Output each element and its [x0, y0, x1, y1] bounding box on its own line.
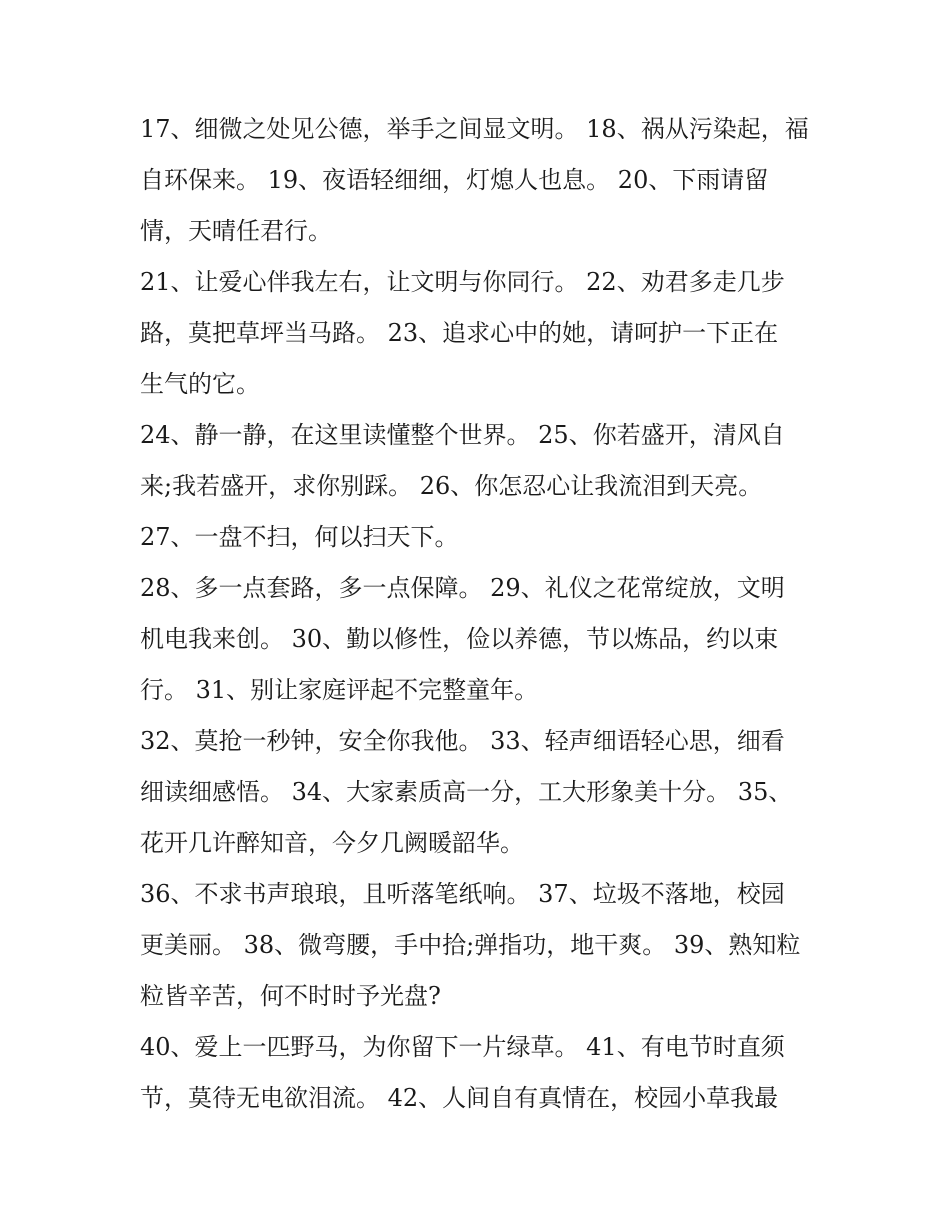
text-line: 来;我若盛开，求你别踩。 26、你怎忍心让我流泪到天亮。: [140, 472, 763, 500]
text-line: 机电我来创。 30、勤以修性，俭以养德，节以炼品，约以束: [140, 625, 779, 653]
text-line: 细读细感悟。 34、大家素质高一分，工大形象美十分。 35、: [140, 778, 793, 806]
text-line: 更美丽。 38、微弯腰，手中拾;弹指功，地干爽。 39、熟知粒: [140, 931, 801, 959]
text-line: 21、让爱心伴我左右，让文明与你同行。 22、劝君多走几步: [140, 268, 785, 296]
text-line: 路，莫把草坪当马路。 23、追求心中的她，请呵护一下正在: [140, 319, 779, 347]
text-line: 节，莫待无电欲泪流。 42、人间自有真情在，校园小草我最: [140, 1084, 779, 1112]
text-line: 32、莫抢一秒钟，安全你我他。 33、轻声细语轻心思，细看: [140, 727, 785, 755]
text-line: 40、爱上一匹野马，为你留下一片绿草。 41、有电节时直须: [140, 1033, 785, 1061]
document-body: [140, 104, 815, 1124]
text-line: 17、细微之处见公德，举手之间显文明。 18、祸从污染起，福: [140, 115, 809, 143]
text-line: 生气的它。: [140, 370, 260, 398]
text-line: 28、多一点套路，多一点保障。 29、礼仪之花常绽放，文明: [140, 574, 785, 602]
text-line: 自环保来。 19、夜语轻细细，灯熄人也息。 20、下雨请留: [140, 166, 769, 194]
text-line: 粒皆辛苦，何不时时予光盘?: [140, 982, 441, 1010]
text-line: 行。 31、别让家庭评起不完整童年。: [140, 676, 539, 704]
text-line: 27、一盘不扫，何以扫天下。: [140, 523, 459, 551]
text-line: 情，天晴任君行。: [140, 217, 332, 245]
text-line: 24、静一静，在这里读懂整个世界。 25、你若盛开，清风自: [140, 421, 785, 449]
text-line: 36、不求书声琅琅，且听落笔纸响。 37、垃圾不落地，校园: [140, 880, 785, 908]
text-line: 花开几许醉知音，今夕几阙暖韶华。: [140, 829, 524, 857]
